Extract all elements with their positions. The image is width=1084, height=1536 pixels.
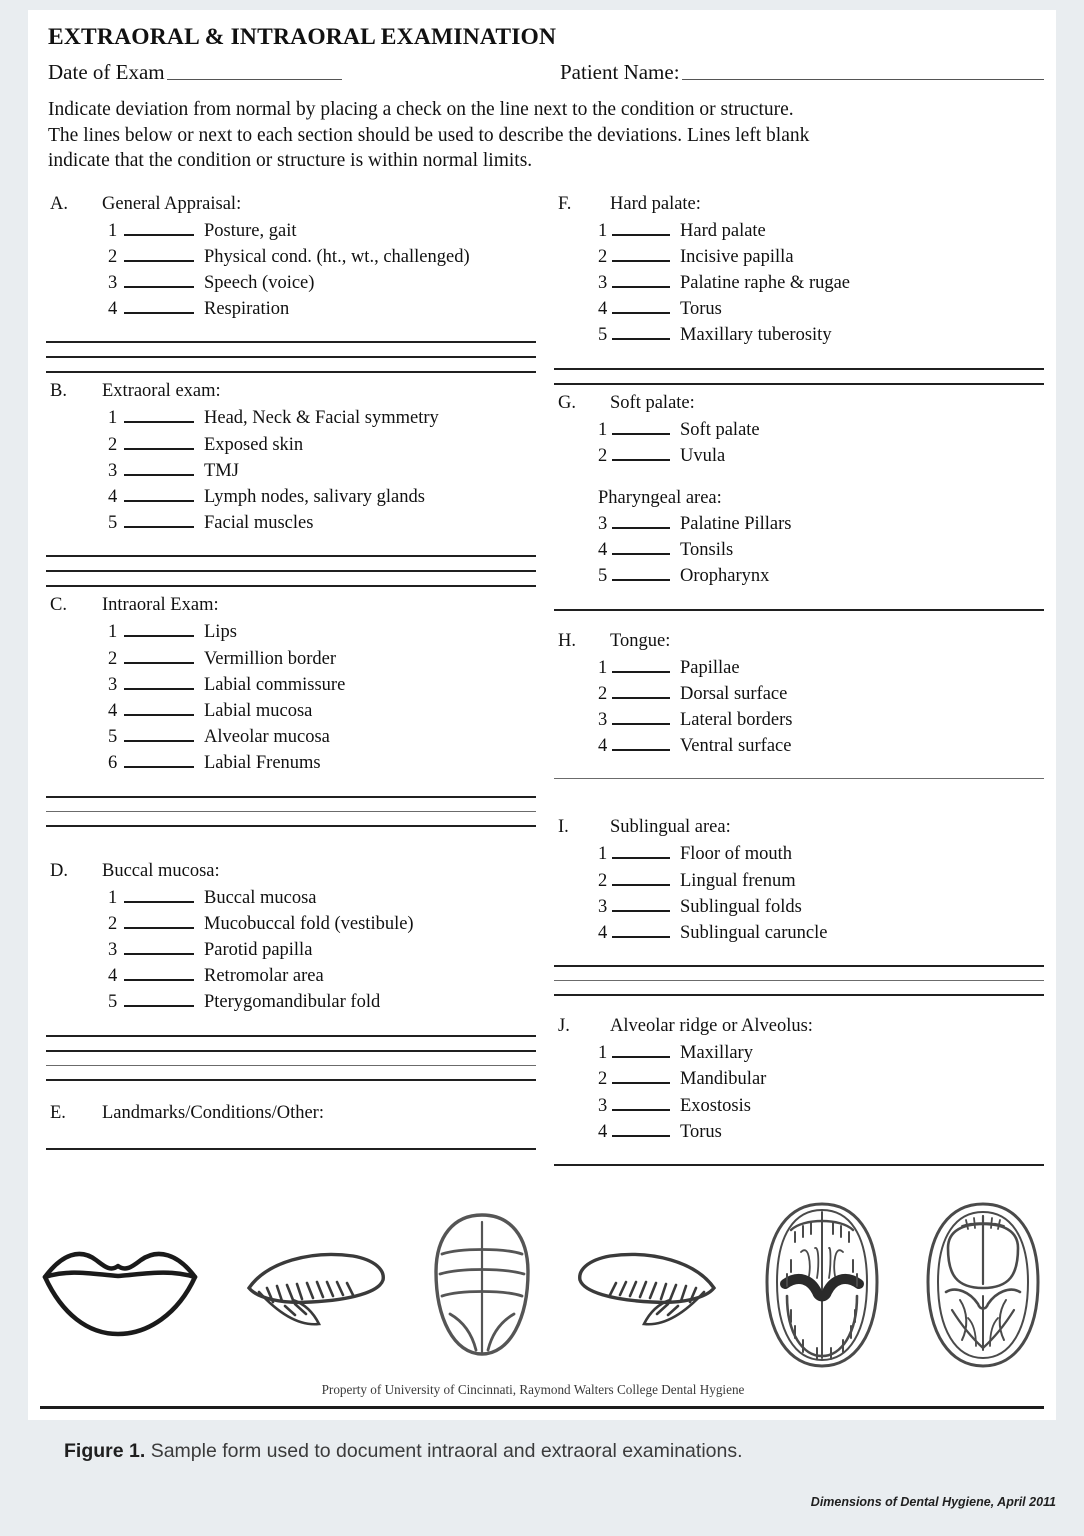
item-number: 5 bbox=[108, 513, 118, 534]
section-divider bbox=[554, 778, 1044, 779]
item-label: Exposed skin bbox=[204, 434, 304, 455]
item-checkline[interactable] bbox=[612, 1065, 670, 1084]
item-checkline[interactable] bbox=[124, 910, 194, 929]
list-item bbox=[548, 442, 1044, 468]
list-item bbox=[548, 536, 1044, 562]
item-checkline[interactable] bbox=[124, 884, 194, 903]
item-number: 3 bbox=[598, 896, 608, 917]
item-checkline[interactable] bbox=[612, 867, 670, 886]
item-number: 2 bbox=[598, 246, 608, 267]
item-checkline[interactable] bbox=[612, 217, 670, 236]
item-label: Speech (voice) bbox=[204, 272, 315, 293]
section-g-sub-items bbox=[548, 510, 1044, 589]
oral-cavity-palate-illustration bbox=[922, 1200, 1044, 1375]
item-number: 3 bbox=[598, 1095, 608, 1116]
identification-row bbox=[48, 60, 1044, 85]
section-b-items bbox=[40, 404, 536, 535]
section-j-title: Alveolar ridge or Alveolus: bbox=[610, 1016, 813, 1037]
instructions-line-1: Indicate deviation from normal by placing a check on the line next to the condition or structure. bbox=[48, 99, 794, 120]
section-divider bbox=[46, 1148, 536, 1150]
anatomical-illustrations bbox=[40, 1195, 1044, 1380]
section-b-header bbox=[40, 381, 536, 402]
item-label: Soft palate bbox=[680, 419, 760, 440]
item-number: 5 bbox=[598, 325, 608, 346]
list-item bbox=[40, 217, 536, 243]
item-number: 4 bbox=[108, 966, 118, 987]
item-checkline[interactable] bbox=[124, 457, 194, 476]
item-label: Floor of mouth bbox=[680, 844, 793, 865]
item-label: Posture, gait bbox=[204, 220, 297, 241]
item-checkline[interactable] bbox=[124, 483, 194, 502]
item-checkline[interactable] bbox=[612, 295, 670, 314]
list-item bbox=[40, 988, 536, 1014]
item-number: 4 bbox=[598, 540, 608, 561]
item-number: 2 bbox=[108, 246, 118, 267]
section-h-letter: H. bbox=[558, 630, 576, 651]
list-item bbox=[548, 562, 1044, 588]
item-checkline[interactable] bbox=[124, 988, 194, 1007]
item-checkline[interactable] bbox=[612, 680, 670, 699]
property-text: Property of University of Cincinnati, Raymond Walters College Dental Hygiene bbox=[321, 1382, 745, 1397]
illustration-row bbox=[40, 1195, 1044, 1380]
item-number: 2 bbox=[108, 913, 118, 934]
item-label: Uvula bbox=[680, 445, 726, 466]
item-label: TMJ bbox=[204, 460, 239, 481]
page-title: EXTRAORAL & INTRAORAL EXAMINATION bbox=[48, 24, 557, 50]
notes-line[interactable] bbox=[554, 994, 1044, 996]
item-checkline[interactable] bbox=[124, 645, 194, 664]
section-a-title: General Appraisal: bbox=[102, 193, 242, 214]
item-label: Maxillary bbox=[680, 1043, 753, 1064]
section-i-letter: I. bbox=[558, 817, 569, 838]
item-number: 3 bbox=[598, 513, 608, 534]
list-item bbox=[548, 1092, 1044, 1118]
list-item bbox=[40, 431, 536, 457]
section-e-title: Landmarks/Conditions/Other: bbox=[102, 1102, 324, 1123]
section-i-title: Sublingual area: bbox=[610, 817, 731, 838]
section-g-header bbox=[548, 393, 1044, 414]
item-checkline[interactable] bbox=[124, 243, 194, 262]
patient-name-group bbox=[560, 60, 1044, 85]
section-j-header bbox=[548, 1016, 1044, 1037]
list-item bbox=[548, 840, 1044, 866]
item-checkline[interactable] bbox=[124, 962, 194, 981]
list-item bbox=[548, 269, 1044, 295]
section-i-header bbox=[548, 817, 1044, 838]
instructions-block bbox=[48, 97, 1044, 174]
item-label: Mucobuccal fold (vestibule) bbox=[204, 913, 414, 934]
item-checkline[interactable] bbox=[124, 404, 194, 423]
section-b-title: Extraoral exam: bbox=[102, 381, 221, 402]
item-number: 4 bbox=[598, 1121, 608, 1142]
item-checkline[interactable] bbox=[612, 1039, 670, 1058]
section-g bbox=[548, 393, 1044, 611]
list-item bbox=[40, 295, 536, 321]
section-d-letter: D. bbox=[50, 860, 68, 881]
form-columns bbox=[40, 194, 1044, 1166]
item-checkline[interactable] bbox=[612, 732, 670, 751]
instructions-line-2: The lines below or next to each section should be used to describe the deviations. Lines left blank bbox=[48, 124, 810, 146]
notes-line[interactable] bbox=[46, 825, 536, 827]
item-label: Torus bbox=[680, 299, 722, 320]
section-j bbox=[548, 1016, 1044, 1166]
item-checkline[interactable] bbox=[124, 618, 194, 637]
list-item bbox=[40, 457, 536, 483]
item-label: Oropharynx bbox=[680, 566, 770, 587]
date-of-exam-field[interactable] bbox=[167, 78, 342, 80]
tongue-lateral-right-illustration bbox=[572, 1230, 722, 1345]
item-label: Physical cond. (ht., wt., challenged) bbox=[204, 246, 470, 267]
section-h-items bbox=[548, 654, 1044, 759]
instructions-line-3: indicate that the condition or structure is within normal limits. bbox=[48, 150, 533, 171]
list-item bbox=[548, 1065, 1044, 1091]
date-of-exam-label: Date of Exam bbox=[48, 60, 165, 84]
item-label: Lips bbox=[204, 622, 237, 643]
form-bottom-rule bbox=[40, 1406, 1044, 1409]
section-a-items bbox=[40, 217, 536, 322]
item-number: 1 bbox=[108, 220, 118, 241]
section-h-header bbox=[548, 631, 1044, 652]
form-inner bbox=[40, 24, 1044, 1166]
item-number: 5 bbox=[108, 992, 118, 1013]
item-checkline[interactable] bbox=[612, 510, 670, 529]
item-label: Hard palate bbox=[680, 220, 766, 241]
tongue-dorsal-illustration bbox=[430, 1210, 534, 1365]
section-d bbox=[40, 861, 536, 1081]
item-checkline[interactable] bbox=[612, 654, 670, 673]
section-e-letter: E. bbox=[50, 1102, 66, 1123]
list-item bbox=[40, 269, 536, 295]
section-h-title: Tongue: bbox=[610, 630, 671, 651]
item-checkline[interactable] bbox=[612, 840, 670, 859]
item-checkline[interactable] bbox=[124, 936, 194, 955]
item-checkline[interactable] bbox=[612, 269, 670, 288]
property-notice bbox=[40, 1382, 1044, 1398]
section-a-letter: A. bbox=[50, 193, 68, 214]
list-item bbox=[40, 884, 536, 910]
item-checkline[interactable] bbox=[612, 442, 670, 461]
item-checkline[interactable] bbox=[612, 321, 670, 340]
item-number: 1 bbox=[598, 419, 608, 440]
item-label: Head, Neck & Facial symmetry bbox=[204, 408, 439, 429]
list-item bbox=[40, 404, 536, 430]
section-c-items bbox=[40, 618, 536, 775]
item-label: Dorsal surface bbox=[680, 683, 788, 704]
section-h bbox=[548, 631, 1044, 780]
item-checkline[interactable] bbox=[612, 416, 670, 435]
item-label: Mandibular bbox=[680, 1069, 767, 1090]
item-label: Facial muscles bbox=[204, 513, 314, 534]
left-column bbox=[40, 194, 542, 1166]
item-number: 1 bbox=[108, 622, 118, 643]
section-j-items bbox=[548, 1039, 1044, 1144]
item-checkline[interactable] bbox=[124, 269, 194, 288]
item-checkline[interactable] bbox=[612, 243, 670, 262]
item-label: Vermillion border bbox=[204, 648, 337, 669]
list-item bbox=[40, 483, 536, 509]
item-number: 4 bbox=[108, 700, 118, 721]
item-number: 1 bbox=[598, 220, 608, 241]
item-number: 1 bbox=[108, 887, 118, 908]
section-f bbox=[548, 194, 1044, 385]
section-f-items bbox=[548, 217, 1044, 348]
section-b bbox=[40, 381, 536, 587]
section-j-letter: J. bbox=[558, 1016, 570, 1037]
list-item bbox=[548, 295, 1044, 321]
section-g-items bbox=[548, 416, 1044, 468]
figure-caption-text: Sample form used to document intraoral and extraoral examinations. bbox=[145, 1439, 743, 1462]
section-c bbox=[40, 595, 536, 826]
item-checkline[interactable] bbox=[612, 893, 670, 912]
item-number: 2 bbox=[598, 870, 608, 891]
list-item bbox=[548, 654, 1044, 680]
item-label: Lingual frenum bbox=[680, 870, 796, 891]
list-item bbox=[548, 706, 1044, 732]
section-d-title: Buccal mucosa: bbox=[102, 860, 220, 881]
list-item bbox=[40, 723, 536, 749]
item-number: 2 bbox=[598, 1069, 608, 1090]
list-item bbox=[40, 962, 536, 988]
section-e bbox=[40, 1103, 536, 1150]
item-checkline[interactable] bbox=[612, 1092, 670, 1111]
item-number: 1 bbox=[598, 1043, 608, 1064]
list-item bbox=[548, 1039, 1044, 1065]
item-checkline[interactable] bbox=[124, 509, 194, 528]
tongue-lateral-left-illustration bbox=[241, 1230, 391, 1345]
section-a-header bbox=[40, 194, 536, 215]
pharyngeal-area-subheading: Pharyngeal area: bbox=[598, 487, 722, 508]
section-d-header bbox=[40, 861, 536, 882]
list-item bbox=[548, 1118, 1044, 1144]
section-g-title: Soft palate: bbox=[610, 392, 695, 413]
journal-attribution: Dimensions of Dental Hygiene, April 2011 bbox=[810, 1495, 1056, 1509]
item-checkline[interactable] bbox=[124, 697, 194, 716]
item-number: 3 bbox=[108, 939, 118, 960]
item-label: Sublingual folds bbox=[680, 896, 802, 917]
item-label: Maxillary tuberosity bbox=[680, 325, 832, 346]
item-number: 3 bbox=[598, 709, 608, 730]
patient-name-label: Patient Name: bbox=[560, 60, 680, 84]
section-g-letter: G. bbox=[558, 392, 576, 413]
list-item bbox=[548, 893, 1044, 919]
item-number: 2 bbox=[598, 445, 608, 466]
item-number: 4 bbox=[108, 486, 118, 507]
list-item bbox=[548, 680, 1044, 706]
item-label: Palatine Pillars bbox=[680, 513, 792, 534]
figure-caption-inner bbox=[28, 1440, 743, 1463]
item-number: 4 bbox=[598, 299, 608, 320]
item-label: Papillae bbox=[680, 657, 740, 678]
item-number: 4 bbox=[598, 736, 608, 757]
item-label: Torus bbox=[680, 1121, 722, 1142]
list-item bbox=[40, 645, 536, 671]
item-label: Exostosis bbox=[680, 1095, 751, 1116]
item-number: 5 bbox=[598, 566, 608, 587]
list-item bbox=[40, 618, 536, 644]
item-label: Alveolar mucosa bbox=[204, 727, 330, 748]
item-number: 1 bbox=[598, 844, 608, 865]
item-checkline[interactable] bbox=[124, 217, 194, 236]
item-number: 1 bbox=[598, 657, 608, 678]
list-item bbox=[548, 867, 1044, 893]
item-checkline[interactable] bbox=[124, 749, 194, 768]
section-b-letter: B. bbox=[50, 381, 67, 402]
item-label: Ventral surface bbox=[680, 736, 792, 757]
list-item bbox=[40, 243, 536, 269]
item-label: Labial mucosa bbox=[204, 700, 313, 721]
item-number: 5 bbox=[108, 727, 118, 748]
section-f-letter: F. bbox=[558, 193, 572, 214]
item-checkline[interactable] bbox=[612, 706, 670, 725]
list-item bbox=[40, 671, 536, 697]
list-item bbox=[548, 919, 1044, 945]
section-divider bbox=[46, 585, 536, 587]
item-checkline[interactable] bbox=[612, 536, 670, 555]
item-number: 6 bbox=[108, 753, 118, 774]
section-f-title: Hard palate: bbox=[610, 193, 701, 214]
item-checkline[interactable] bbox=[124, 671, 194, 690]
item-number: 3 bbox=[108, 460, 118, 481]
notes-line[interactable] bbox=[46, 1079, 536, 1081]
item-number: 2 bbox=[598, 683, 608, 704]
item-label: Labial commissure bbox=[204, 674, 346, 695]
item-checkline[interactable] bbox=[612, 919, 670, 938]
section-i bbox=[548, 817, 1044, 996]
list-item bbox=[40, 936, 536, 962]
list-item bbox=[548, 217, 1044, 243]
item-label: Incisive papilla bbox=[680, 246, 794, 267]
item-checkline[interactable] bbox=[612, 1118, 670, 1137]
section-c-letter: C. bbox=[50, 595, 67, 616]
item-label: Buccal mucosa bbox=[204, 887, 317, 908]
list-item bbox=[548, 416, 1044, 442]
figure-caption bbox=[28, 1420, 1056, 1482]
patient-name-field[interactable] bbox=[682, 78, 1044, 80]
item-checkline[interactable] bbox=[124, 723, 194, 742]
list-item bbox=[40, 509, 536, 535]
item-checkline[interactable] bbox=[612, 562, 670, 581]
item-number: 3 bbox=[598, 272, 608, 293]
item-number: 2 bbox=[108, 434, 118, 455]
item-number: 2 bbox=[108, 648, 118, 669]
item-label: Palatine raphe & rugae bbox=[680, 272, 851, 293]
section-c-title: Intraoral Exam: bbox=[102, 595, 219, 616]
right-column bbox=[542, 194, 1044, 1166]
item-label: Retromolar area bbox=[204, 966, 324, 987]
list-item bbox=[548, 510, 1044, 536]
list-item bbox=[548, 732, 1044, 758]
item-number: 4 bbox=[598, 922, 608, 943]
list-item bbox=[548, 321, 1044, 347]
item-label: Respiration bbox=[204, 299, 290, 320]
item-number: 1 bbox=[108, 408, 118, 429]
item-number: 4 bbox=[108, 299, 118, 320]
section-divider bbox=[554, 609, 1044, 611]
section-d-items bbox=[40, 884, 536, 1015]
section-a bbox=[40, 194, 536, 374]
item-label: Lateral borders bbox=[680, 709, 793, 730]
section-divider bbox=[554, 1164, 1044, 1166]
lips-illustration bbox=[40, 1230, 202, 1345]
section-divider bbox=[46, 371, 536, 373]
section-c-header bbox=[40, 595, 536, 616]
item-label: Tonsils bbox=[680, 540, 734, 561]
item-label: Sublingual caruncle bbox=[680, 922, 828, 943]
item-label: Pterygomandibular fold bbox=[204, 992, 381, 1013]
item-number: 3 bbox=[108, 272, 118, 293]
exam-form-card bbox=[28, 10, 1056, 1420]
item-checkline[interactable] bbox=[124, 431, 194, 450]
section-e-header bbox=[40, 1103, 536, 1124]
figure-caption-label: Figure 1. bbox=[64, 1439, 146, 1462]
item-label: Parotid papilla bbox=[204, 939, 313, 960]
item-label: Lymph nodes, salivary glands bbox=[204, 486, 425, 507]
list-item bbox=[40, 697, 536, 723]
list-item bbox=[548, 243, 1044, 269]
item-label: Labial Frenums bbox=[204, 753, 321, 774]
list-item bbox=[40, 749, 536, 775]
list-item bbox=[40, 910, 536, 936]
oral-cavity-open-illustration bbox=[761, 1200, 883, 1375]
section-i-items bbox=[548, 840, 1044, 945]
item-checkline[interactable] bbox=[124, 295, 194, 314]
section-divider bbox=[554, 383, 1044, 385]
item-number: 3 bbox=[108, 674, 118, 695]
section-f-header bbox=[548, 194, 1044, 215]
